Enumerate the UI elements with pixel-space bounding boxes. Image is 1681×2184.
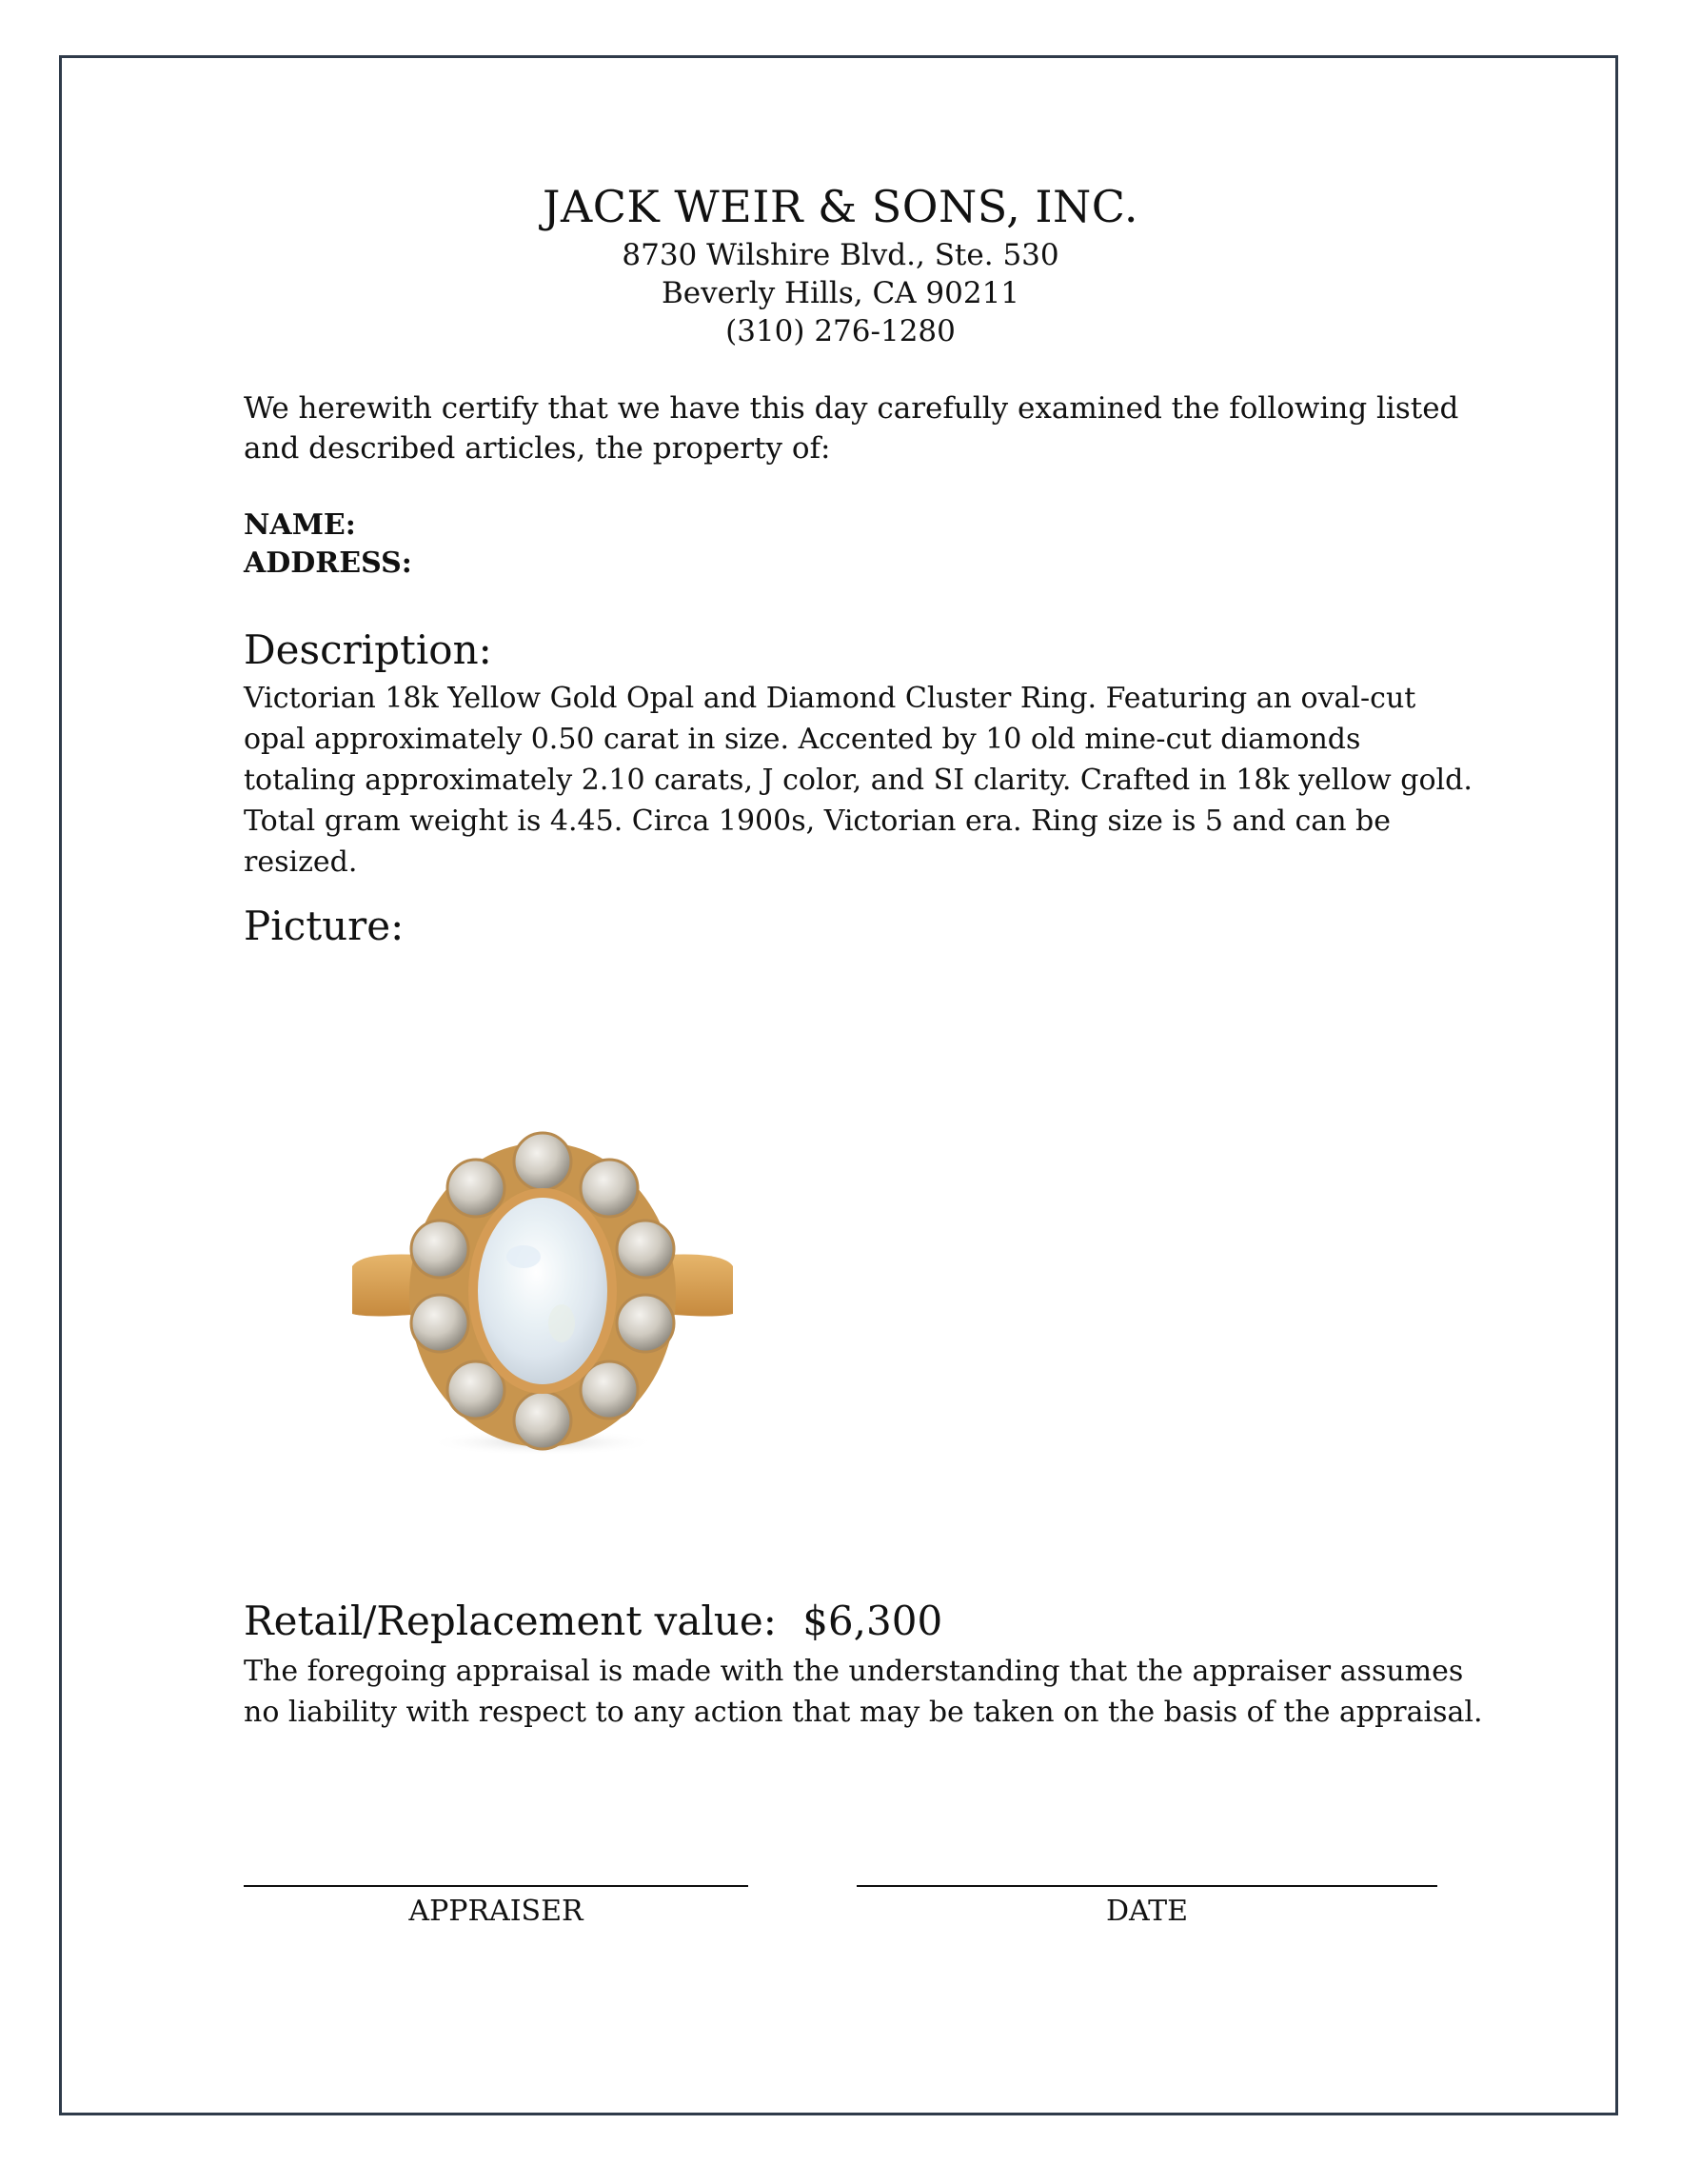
company-address-line2: Beverly Hills, CA 90211 <box>661 276 1020 310</box>
liability-disclaimer: The foregoing appraisal is made with the understanding that the appraiser assumes no liability with respect to any action that may be taken on the basis of the appraisal. <box>244 1655 1483 1729</box>
ring-photo <box>343 1123 761 1466</box>
name-label: NAME: <box>244 508 356 542</box>
company-address-line1: 8730 Wilshire Blvd., Ste. 530 <box>622 238 1059 272</box>
value-line <box>244 1598 942 1644</box>
company-name: JACK WEIR & SONS, INC. <box>543 181 1138 232</box>
picture-title: Picture: <box>244 903 405 949</box>
date-label: DATE <box>1106 1895 1188 1928</box>
value-amount: $6,300 <box>802 1598 943 1644</box>
opal-stone <box>478 1198 607 1384</box>
appraiser-signature-line <box>244 1885 748 1887</box>
document-border <box>59 55 1618 2115</box>
value-label: Retail/Replacement value: <box>244 1598 777 1644</box>
appraiser-label: APPRAISER <box>408 1895 583 1928</box>
certification-intro: We herewith certify that we have this day carefully examined the following listed and described articles, the property of: <box>244 391 1459 466</box>
description-title: Description: <box>244 626 492 673</box>
address-label: ADDRESS: <box>244 546 412 580</box>
company-phone: (310) 276-1280 <box>725 314 956 348</box>
description-body: Victorian 18k Yellow Gold Opal and Diamond Cluster Ring. Featuring an oval-cut opal approximately 0.50 carat in size. Accented by 10 old mine-cut diamonds totaling approximately 2.10 carats, J color, and SI clarity. Crafted in 18k yellow gold. Total gram weight is 4.45. Circa 1900s, Victorian era. Ring size is 5 and can be resized. <box>244 682 1473 879</box>
date-signature-line <box>857 1885 1437 1887</box>
